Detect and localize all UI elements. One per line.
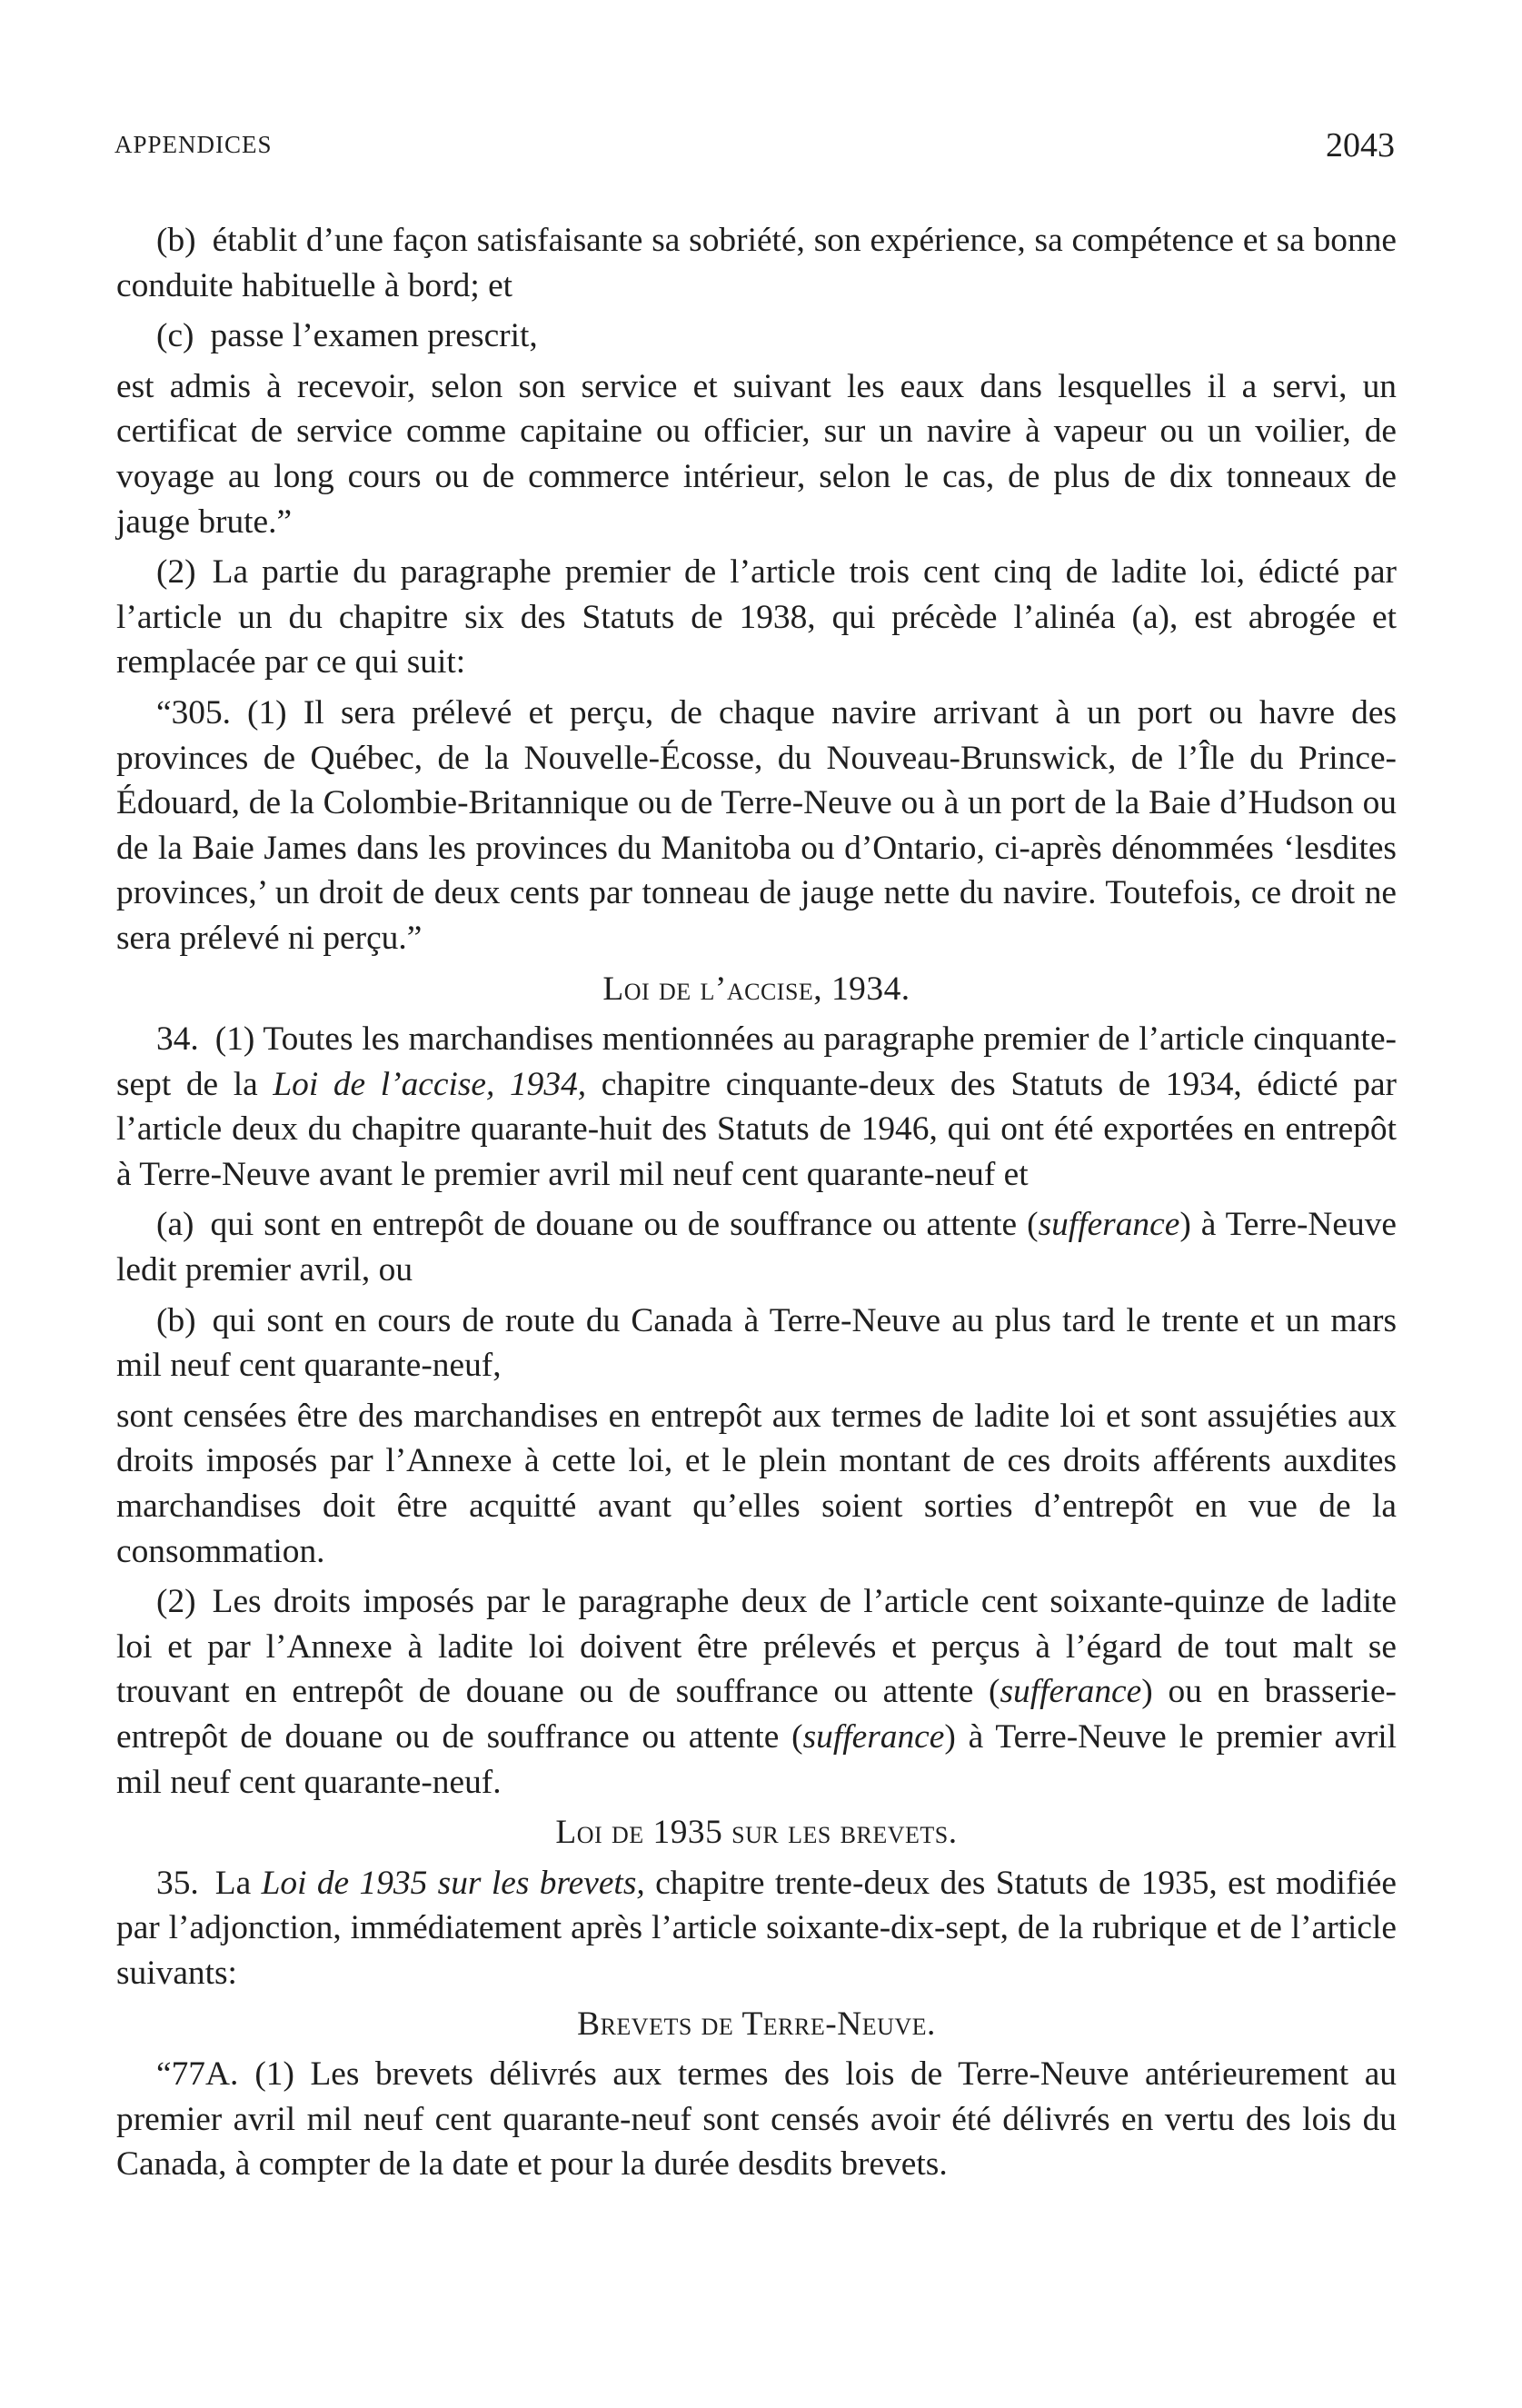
- paragraph-text: La: [214, 1864, 252, 1902]
- paragraph-text: (1) Les brevets délivrés aux termes des lois de Terre-Neuve antérieurement au premier avril mil neuf cent quarante-neuf sont censés avoir été délivrés en vertu des lois du Canada, à compter de la date et pour la durée desdits brevets.: [116, 2055, 1397, 2184]
- item-label: (2): [156, 1583, 196, 1621]
- act-title-italic: Loi de l’accise, 1934,: [273, 1065, 587, 1103]
- paragraph-subsection-2: [116, 550, 1397, 685]
- paragraph-a-warehouse: [116, 1202, 1397, 1292]
- paragraph-text: Les droits imposés par le paragraphe deux de l’article cent soixante-quinze de ladite loi et par l’Annexe à ladite loi doivent être prélevés et perçus à l’égard de tout malt se trouvant en entrepôt de douane ou de souffrance ou attente (: [116, 1583, 1397, 1711]
- heading-patent-act: Loi de 1935 sur les brevets.: [555, 1814, 958, 1852]
- paragraph-text: La partie du paragraphe premier de l’article trois cent cinq de ladite loi, édicté par l’article un du chapitre six des Statuts de 1938, qui précède l’alinéa (a), est abrogée et remplacée par ce qui suit:: [116, 553, 1397, 682]
- paragraph-text: chapitre trente-deux des Statuts de 1935, est modifiée par l’adjonction, immédiatement après l’article soixante-dix-sept, de la rubrique et de l’article suivants:: [116, 1864, 1397, 1992]
- item-label: (a): [156, 1206, 194, 1244]
- term-italic: sufferance: [1038, 1206, 1180, 1244]
- running-head: APPENDICES: [114, 131, 273, 158]
- section-label: “305.: [156, 693, 232, 731]
- paragraph-text: ) à Terre-Neuve ledit premier avril, ou: [116, 1206, 1397, 1289]
- paragraph-text: est admis à recevoir, selon son service et suivant les eaux dans lesquelles il a servi, un certificat de service comme capitaine ou officier, sur un navire à vapeur ou un voilier, de voyage au long cours ou de commerce intérieur, selon le cas, de plus de dix tonneaux de jauge brute.”: [116, 367, 1397, 541]
- paragraph-c-exam: [116, 313, 1397, 359]
- section-label: 35.: [156, 1864, 199, 1902]
- paragraph-deemed-goods: [116, 1394, 1397, 1574]
- heading-newfoundland-patents: Brevets de Terre-Neuve.: [577, 2005, 936, 2043]
- section-label: “77A.: [156, 2055, 239, 2094]
- paragraph-b-transit: [116, 1299, 1397, 1388]
- paragraph-section-35: [116, 1861, 1397, 1996]
- heading-excise-act: Loi de l’accise, 1934.: [602, 970, 910, 1008]
- paragraph-section-77a: [116, 2052, 1397, 2187]
- item-label: (c): [156, 317, 194, 355]
- item-label: (2): [156, 553, 196, 592]
- paragraph-b-sobriety: [116, 218, 1397, 308]
- paragraph-text: ) à Terre-Neuve le premier avril mil neuf cent quarante-neuf.: [116, 1718, 1397, 1801]
- paragraph-text: qui sont en cours de route du Canada à Terre-Neuve au plus tard le trente et un mars mil neuf cent quarante-neuf,: [116, 1301, 1397, 1385]
- paragraph-text: ) ou en brasserie-entrepôt de douane ou de souffrance ou attente (: [116, 1673, 1397, 1756]
- paragraph-text: (1) Toutes les marchandises mentionnées au paragraphe premier de l’article cinquante-sept de la: [116, 1020, 1397, 1103]
- paragraph-text: établit d’une façon satisfaisante sa sobriété, son expérience, sa compétence et sa bonne conduite habituelle à bord; et: [116, 222, 1397, 304]
- item-label: (b): [156, 1301, 196, 1339]
- paragraph-subsection-2-malt: [116, 1579, 1397, 1805]
- paragraph-section-34: [116, 1017, 1397, 1197]
- paragraph-text: chapitre cinquante-deux des Statuts de 1934, édicté par l’article deux du chapitre quarante-huit des Statuts de 1946, qui ont été exportées en entrepôt à Terre-Neuve avant le premier avril mil neuf cent quarante-neuf et: [116, 1065, 1398, 1193]
- paragraph-text: qui sont en entrepôt de douane ou de souffrance ou attente (: [210, 1206, 1039, 1244]
- paragraph-text: passe l’examen prescrit,: [210, 317, 538, 355]
- page-number: 2043: [1326, 126, 1395, 164]
- document-body: [116, 218, 1397, 2193]
- term-italic: sufferance: [802, 1718, 945, 1756]
- paragraph-text: sont censées être des marchandises en entrepôt aux termes de ladite loi et sont assujéties aux droits imposés par l’Annexe à cette loi, et le plein montant de ces droits afférents auxdites marchandises doit être acquitté avant qu’elles soient sorties d’entrepôt en vue de la consommation.: [116, 1397, 1397, 1570]
- paragraph-section-305: [116, 691, 1397, 961]
- act-title-italic: Loi de 1935 sur les brevets,: [261, 1864, 645, 1902]
- paragraph-text: (1) Il sera prélevé et perçu, de chaque navire arrivant à un port ou havre des provinces de Québec, de la Nouvelle-Écosse, du Nouveau-Brunswick, de l’Île du Prince-Édouard, de la Colombie-Britannique ou de Terre-Neuve ou à un port de la Baie d’Hudson ou de la Baie James dans les provinces du Manitoba ou d’Ontario, ci-après dénommées ‘lesdites provinces,’ un droit de deux cents par tonneau de jauge nette du navire. Toutefois, ce droit ne sera prélevé ni perçu.”: [116, 693, 1397, 957]
- section-label: 34.: [156, 1020, 199, 1059]
- page-header: [114, 125, 1395, 180]
- item-label: (b): [156, 222, 196, 259]
- term-italic: sufferance: [1000, 1673, 1142, 1711]
- paragraph-certificate: [116, 364, 1397, 544]
